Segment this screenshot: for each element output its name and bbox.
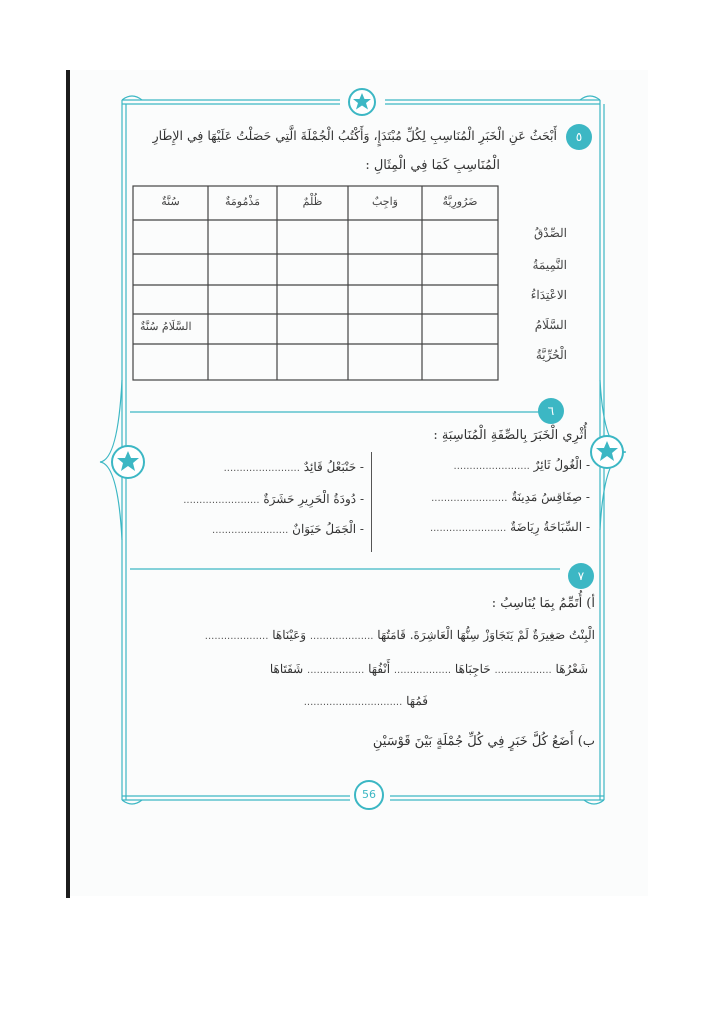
exercise-3-part-b-label: ب) أَضَعُ كُلَّ خَبَرٍ فِي كُلِّ جُمْلَةٍ بَيْنَ قَوْسَيْنِ [372, 734, 595, 749]
answer-blank[interactable]: .................... [309, 631, 374, 642]
exercise-number-badge: ٥ [566, 124, 592, 150]
answer-blank[interactable]: ........................ [212, 525, 289, 536]
exercise-2-item [431, 490, 590, 504]
sentence-text: - الْجَمَلُ حَيَوَانٌ [292, 522, 364, 536]
exercise-1-instruction-line-2: الْمُنَاسِبِ كَمَا فِي الْمِثَالِ : [365, 158, 500, 173]
page-number: 56 [354, 780, 384, 810]
table-header-cell: ظُلْمٌ [302, 195, 323, 208]
table-row-label: الاعْتِدَاءُ [530, 288, 567, 302]
answer-blank[interactable]: ............................... [303, 697, 403, 708]
exercise-2-item [430, 520, 590, 534]
answer-blank[interactable]: ........................ [431, 493, 508, 504]
answer-blank[interactable]: .................. [307, 665, 365, 676]
table-row-label: السَّلَامُ [534, 318, 567, 332]
sentence-text: شَعْرُهَا [555, 662, 588, 676]
table-header-cell: ضَرُورِيَّةٌ [442, 195, 478, 208]
exercise-3-line-1 [205, 628, 595, 642]
sentence-text: شَفَتَاهَا [269, 662, 304, 676]
answer-blank[interactable]: .................... [204, 631, 269, 642]
sentence-text: - الْغُولُ ثَائِرٌ [533, 458, 590, 472]
exercise-2-item [454, 458, 590, 472]
exercise-2-item [183, 492, 364, 506]
sentence-text: فَمُهَا [406, 694, 428, 708]
table-header-cell: سُنَّةٌ [161, 195, 180, 208]
exercise-3-part-a-label: أ) أُتَمِّمُ بِمَا يُنَاسِبُ : [491, 596, 595, 611]
sentence-text: حَاجِبَاهَا [454, 662, 491, 676]
exercise-number-badge: ٦ [538, 398, 564, 424]
sentence-text: أَنْفُهَا [368, 662, 391, 676]
column-divider [371, 452, 372, 552]
table-header-cell: مَذْمُومَةٌ [224, 195, 261, 208]
exercise-3-line-3 [304, 694, 428, 708]
table-row-label: الصِّدْقُ [533, 226, 567, 240]
sentence-text: - دُودَةُ الْحَرِيرِ حَشَرَةٌ [263, 492, 364, 506]
exercise-number-badge: ٧ [568, 563, 594, 589]
table-header-cell: وَاجِبٌ [372, 195, 398, 208]
exercise-3-line-2 [270, 662, 588, 676]
sentence-text: وَعَيْنَاهَا [272, 628, 307, 642]
exercise-1-instruction-line-1: أَبْحَثُ عَنِ الْخَبَرِ الْمُنَاسِبِ لِكُلِّ مُبْتَدَإٍ، وَأَكْتُبُ الْجُمْلَةَ الَّتِي حَصَلْتُ عَلَيْهَا فِي الإِطَارِ [152, 128, 557, 143]
table-row-label: الْحُرِّيَّةُ [535, 348, 567, 362]
table-row-label: النَّمِيمَةُ [532, 258, 567, 272]
sentence-text: - صِفَاقِسُ مَدِينَةٌ [511, 490, 590, 504]
sentence-text: الْبِنْتُ صَغِيرَةٌ لَمْ يَتَجَاوَزْ سِنُّهَا الْعَاشِرَةَ. قَامَتُهَا [377, 628, 595, 642]
answer-blank[interactable]: ........................ [453, 461, 530, 472]
answer-blank[interactable]: ........................ [223, 463, 300, 474]
answer-blank[interactable]: ........................ [183, 495, 260, 506]
answer-blank[interactable]: .................. [494, 665, 552, 676]
sentence-text: - السِّبَاحَةُ رِيَاضَةٌ [510, 520, 590, 534]
answer-blank[interactable]: .................. [393, 665, 452, 676]
exercise-2-instruction: أُثْرِي الْخَبَرَ بِالصِّفَةِ الْمُنَاسِبَةِ : [433, 428, 587, 443]
sentence-text: - حَنْبَعْلُ قَائِدٌ [303, 460, 364, 474]
exercise-2-item [224, 460, 364, 474]
exercise-2-item [212, 522, 364, 536]
answer-blank[interactable]: ........................ [429, 523, 507, 534]
table-example-cell: السَّلَامُ سُنَّةٌ [140, 320, 192, 333]
